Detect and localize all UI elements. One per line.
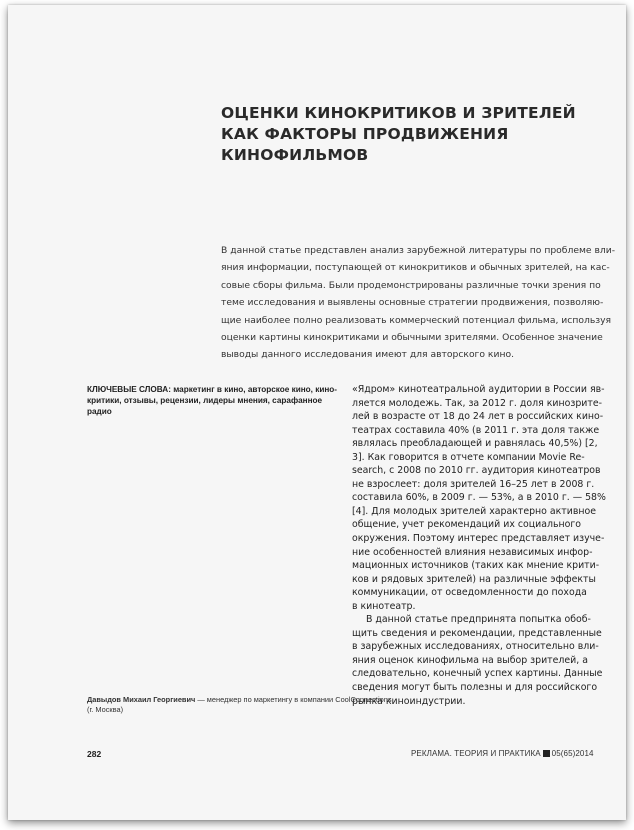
article-title: [221, 103, 581, 166]
keywords: [87, 384, 338, 417]
author-name: Давыдов Михаил Георгиевич: [87, 695, 196, 704]
body-line: являлась преобладающей и равнялась 40,5%) [2,: [352, 438, 598, 450]
body-line: В данной статье предпринята попытка обоб-: [366, 614, 591, 626]
body-line: яния оценок кинофильма на выбор зрителей, а: [352, 654, 588, 666]
page-number: 282: [87, 749, 102, 759]
body-line: [4]. Для молодых зрителей характерно активное: [352, 505, 597, 517]
journal-issue: 05(65)2014: [551, 749, 594, 758]
body-line: общение, учет рекомендаций их социального: [352, 519, 581, 531]
body-line: коммуникации, от осведомленности до похода: [352, 587, 587, 599]
author-role: — менеджер по маркетингу в компании CoolConnections: [195, 695, 392, 704]
body-line: рынка киноиндустрии.: [352, 695, 466, 707]
article-body: [352, 383, 606, 708]
abstract: [221, 242, 616, 364]
abstract-line: В данной статье представлен анализ зарубежной литературы по проблеме вли-: [221, 245, 616, 256]
title-line: КАК ФАКТОРЫ ПРОДВИЖЕНИЯ: [221, 125, 509, 143]
keywords-label: КЛЮЧЕВЫЕ СЛОВА:: [87, 385, 171, 394]
body-line: мационных источников (таких как мнение крити-: [352, 560, 600, 572]
keywords-text: радио: [87, 407, 112, 416]
keywords-text: критики, отзывы, рецензии, лидеры мнения, сарафанное: [87, 396, 323, 405]
body-line: «Ядром» кинотеатральной аудитории в России яв-: [352, 384, 605, 395]
author-line: [87, 695, 392, 705]
abstract-line: щие наиболее полно реализовать коммерческий потенциал фильма, используя: [221, 314, 612, 326]
keywords-line-1: [87, 384, 338, 395]
body-line: составила 60%, в 2009 г. — 53%, а в 2010 г. — 58%: [352, 492, 606, 504]
journal-name: РЕКЛАМА. ТЕОРИЯ И ПРАКТИКА: [411, 749, 541, 758]
journal-footer: [411, 749, 594, 758]
body-line: в кинотеатр.: [352, 600, 416, 612]
journal-page: [8, 5, 626, 820]
body-line: щить сведения и рекомендации, представленные: [352, 627, 602, 639]
keywords-text: маркетинг в кино, авторское кино, кино-: [170, 385, 338, 394]
title-line: ОЦЕНКИ КИНОКРИТИКОВ И ЗРИТЕЛЕЙ: [221, 104, 576, 122]
abstract-line: совые сборы фильма. Были продемонстрированы различные точки зрения по: [221, 279, 601, 291]
abstract-line: оценки картины кинокритиками и обычными зрителями. Особенное значение: [221, 332, 603, 344]
abstract-line: яния информации, поступающей от кинокритиков и обычных зрителей, на кас-: [221, 262, 610, 274]
body-line: search, с 2008 по 2010 гг. аудитория кинотеатров: [352, 465, 601, 477]
body-line: окружения. Поэтому интерес представляет изуче-: [352, 533, 605, 545]
body-line: 3]. Как говорится в отчете компании Movie Re-: [352, 451, 585, 463]
title-line: КИНОФИЛЬМОВ: [221, 146, 369, 164]
body-line: не взрослеет: доля зрителей 16–25 лет в 2008 г.: [352, 478, 595, 490]
body-line: ние особенностей влияния независимых инфор-: [352, 546, 593, 558]
abstract-line: выводы данного исследования имеют для авторского кино.: [221, 349, 514, 361]
body-line: сведения могут быть полезны и для российского: [352, 682, 598, 694]
body-line: лей в возрасте от 18 до 24 лет в российских кино-: [352, 411, 604, 423]
abstract-line: теме исследования и выявлены основные стратегии продвижения, позволяю-: [221, 297, 604, 309]
body-line: ков и рядовых зрителей) на различные эффекты: [352, 573, 596, 585]
author-city: (г. Москва): [87, 705, 124, 714]
body-line: ляется молодежь. Так, за 2012 г. доля кинозрите-: [352, 397, 602, 409]
body-line: театрах составила 40% (в 2011 г. эта доля также: [352, 424, 600, 436]
body-line: в зарубежных исследованиях, относительно вли-: [352, 641, 599, 653]
square-separator-icon: [543, 750, 550, 757]
author-note: [87, 695, 392, 715]
body-line: следовательно, конечный успех картины. Данные: [352, 668, 603, 680]
